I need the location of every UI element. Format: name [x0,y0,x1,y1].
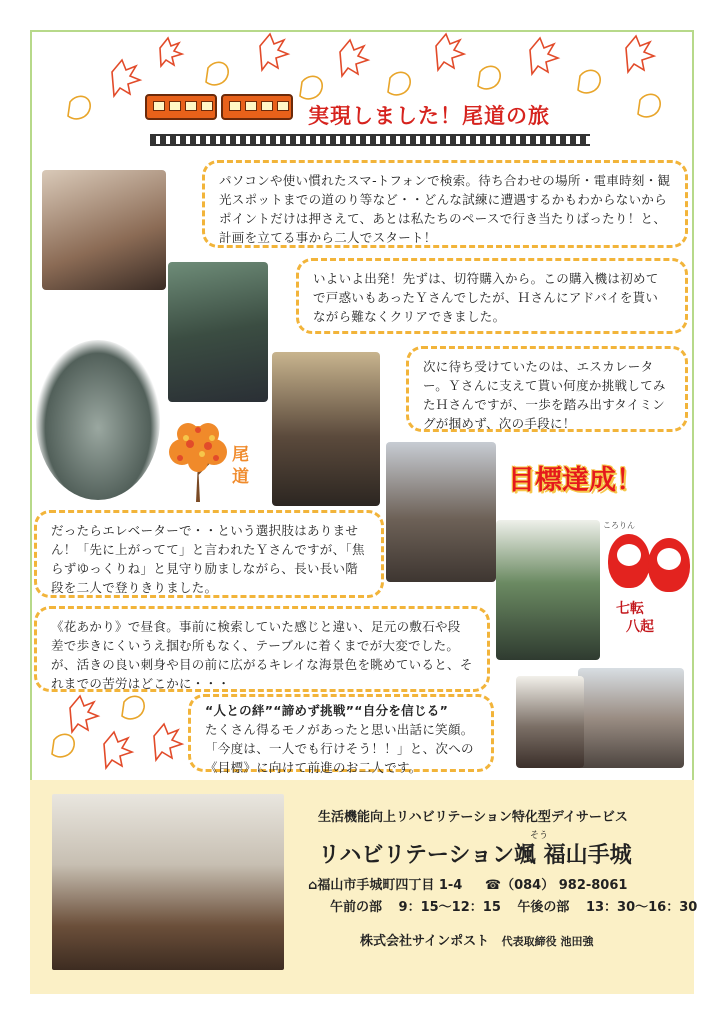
rail-track-divider [150,134,590,146]
company-line [360,930,593,949]
shichiten-hakki-label [616,600,660,636]
onomichi-label: 尾道 [232,445,249,487]
bubble-escalator: 次に待ち受けていたのは、エスカレーター。Ｙさんに支えて貰い何度か挑戦してみたＨさんですが、一歩を踏み出すタイミングが掴めず、次の手段に！ [406,346,688,432]
bubble-lunch: 《花あかり》で昼食。事前に検索していた感じと違い、足元の敷石や段差で歩きにくいうえ掴む所もなく、テーブルに着くまでが大変でした。が、活きの良い刺身や目の前に広がるキレイな海景色を眺めていると、それまでの苦労はどこかに・・・ [34,606,490,692]
morning-label: 午前の部 [330,900,383,915]
photo-searching [42,170,166,290]
leaves-decoration-bottom [44,688,194,778]
address-line [308,874,627,893]
hakki-text: 八起 [626,619,654,635]
summary-text: たくさん得るモノがあったと思い出話に笑顔。「今度は、一人でも行けそう！！」と、次への《目標》に向けて前進のお二人です。 [205,722,474,775]
photo-smiling-left [516,676,584,768]
phone-icon: ☎ [484,878,502,893]
daruma-fallen-icon [608,534,650,588]
afternoon-label: 午後の部 [517,900,570,915]
representative: 代表取締役 池田強 [501,935,594,948]
company-name: 株式会社サインポスト [360,934,490,949]
photo-stairs [386,442,496,582]
home-icon: ⌂ [308,878,318,893]
photo-two-ladies [36,340,160,500]
korin-label: ころりん [603,521,635,530]
service-type: 生活機能向上リハビリテーション特化型デイサービス [318,810,628,825]
goal-achieved-label: 目標達成！ [508,465,643,496]
shichiten-text: 七転 [616,601,644,617]
phone-number[interactable]: （084） 982-8061 [501,878,628,893]
daruma-standing-icon [648,538,690,592]
bubble-planning: パソコンや使い慣れたスマ-トフォンで検索。待ち合わせの場所・電車時刻・観光スポットまでの道のり等など・・どんな試練に遭遇するかもわからないからポイントだけは押さえて、あとは私たちのペースで行き当たりばったり！と、計画を立てる事から二人でスタート！ [202,160,688,248]
address: 福山市手城町四丁目 1-4 [317,878,463,893]
bubble-ticket: いよいよ出発！先ずは、切符購入から。この購入機は初めてで戸惑いもあったＹさんでしたが、Ｈさんにアドバイを貰いながら難なくクリアできました。 [296,258,688,334]
bubble-stairs: だったらエレベーターで・・という選択肢はありません！「先に上がってて」と言われたＹさんですが、「焦らずゆっくりね」と見守り励ましながら、長い長い階段を二人で登りきりました。 [34,510,384,598]
furigana: そう [530,831,549,841]
bubble-summary [188,694,494,775]
morning-time: 9：15～12：15 [398,900,501,915]
autumn-tree-icon [162,412,234,504]
afternoon-time: 13：30～16：30 [585,900,698,915]
photo-ticket-machine [168,262,268,402]
facility-name: リハビリテーション颯 福山手城 [318,843,632,868]
train-icon [145,94,297,122]
facility-photo [52,794,284,970]
page-title: 実現しました！尾道の旅 [308,104,550,128]
photo-smiling [578,668,684,768]
summary-keywords: “人との絆”“諦めず挑戦”“自分を信じる” [205,703,449,718]
photo-escalator [272,352,380,506]
photo-lunch [496,520,600,660]
hours-line [330,896,697,915]
